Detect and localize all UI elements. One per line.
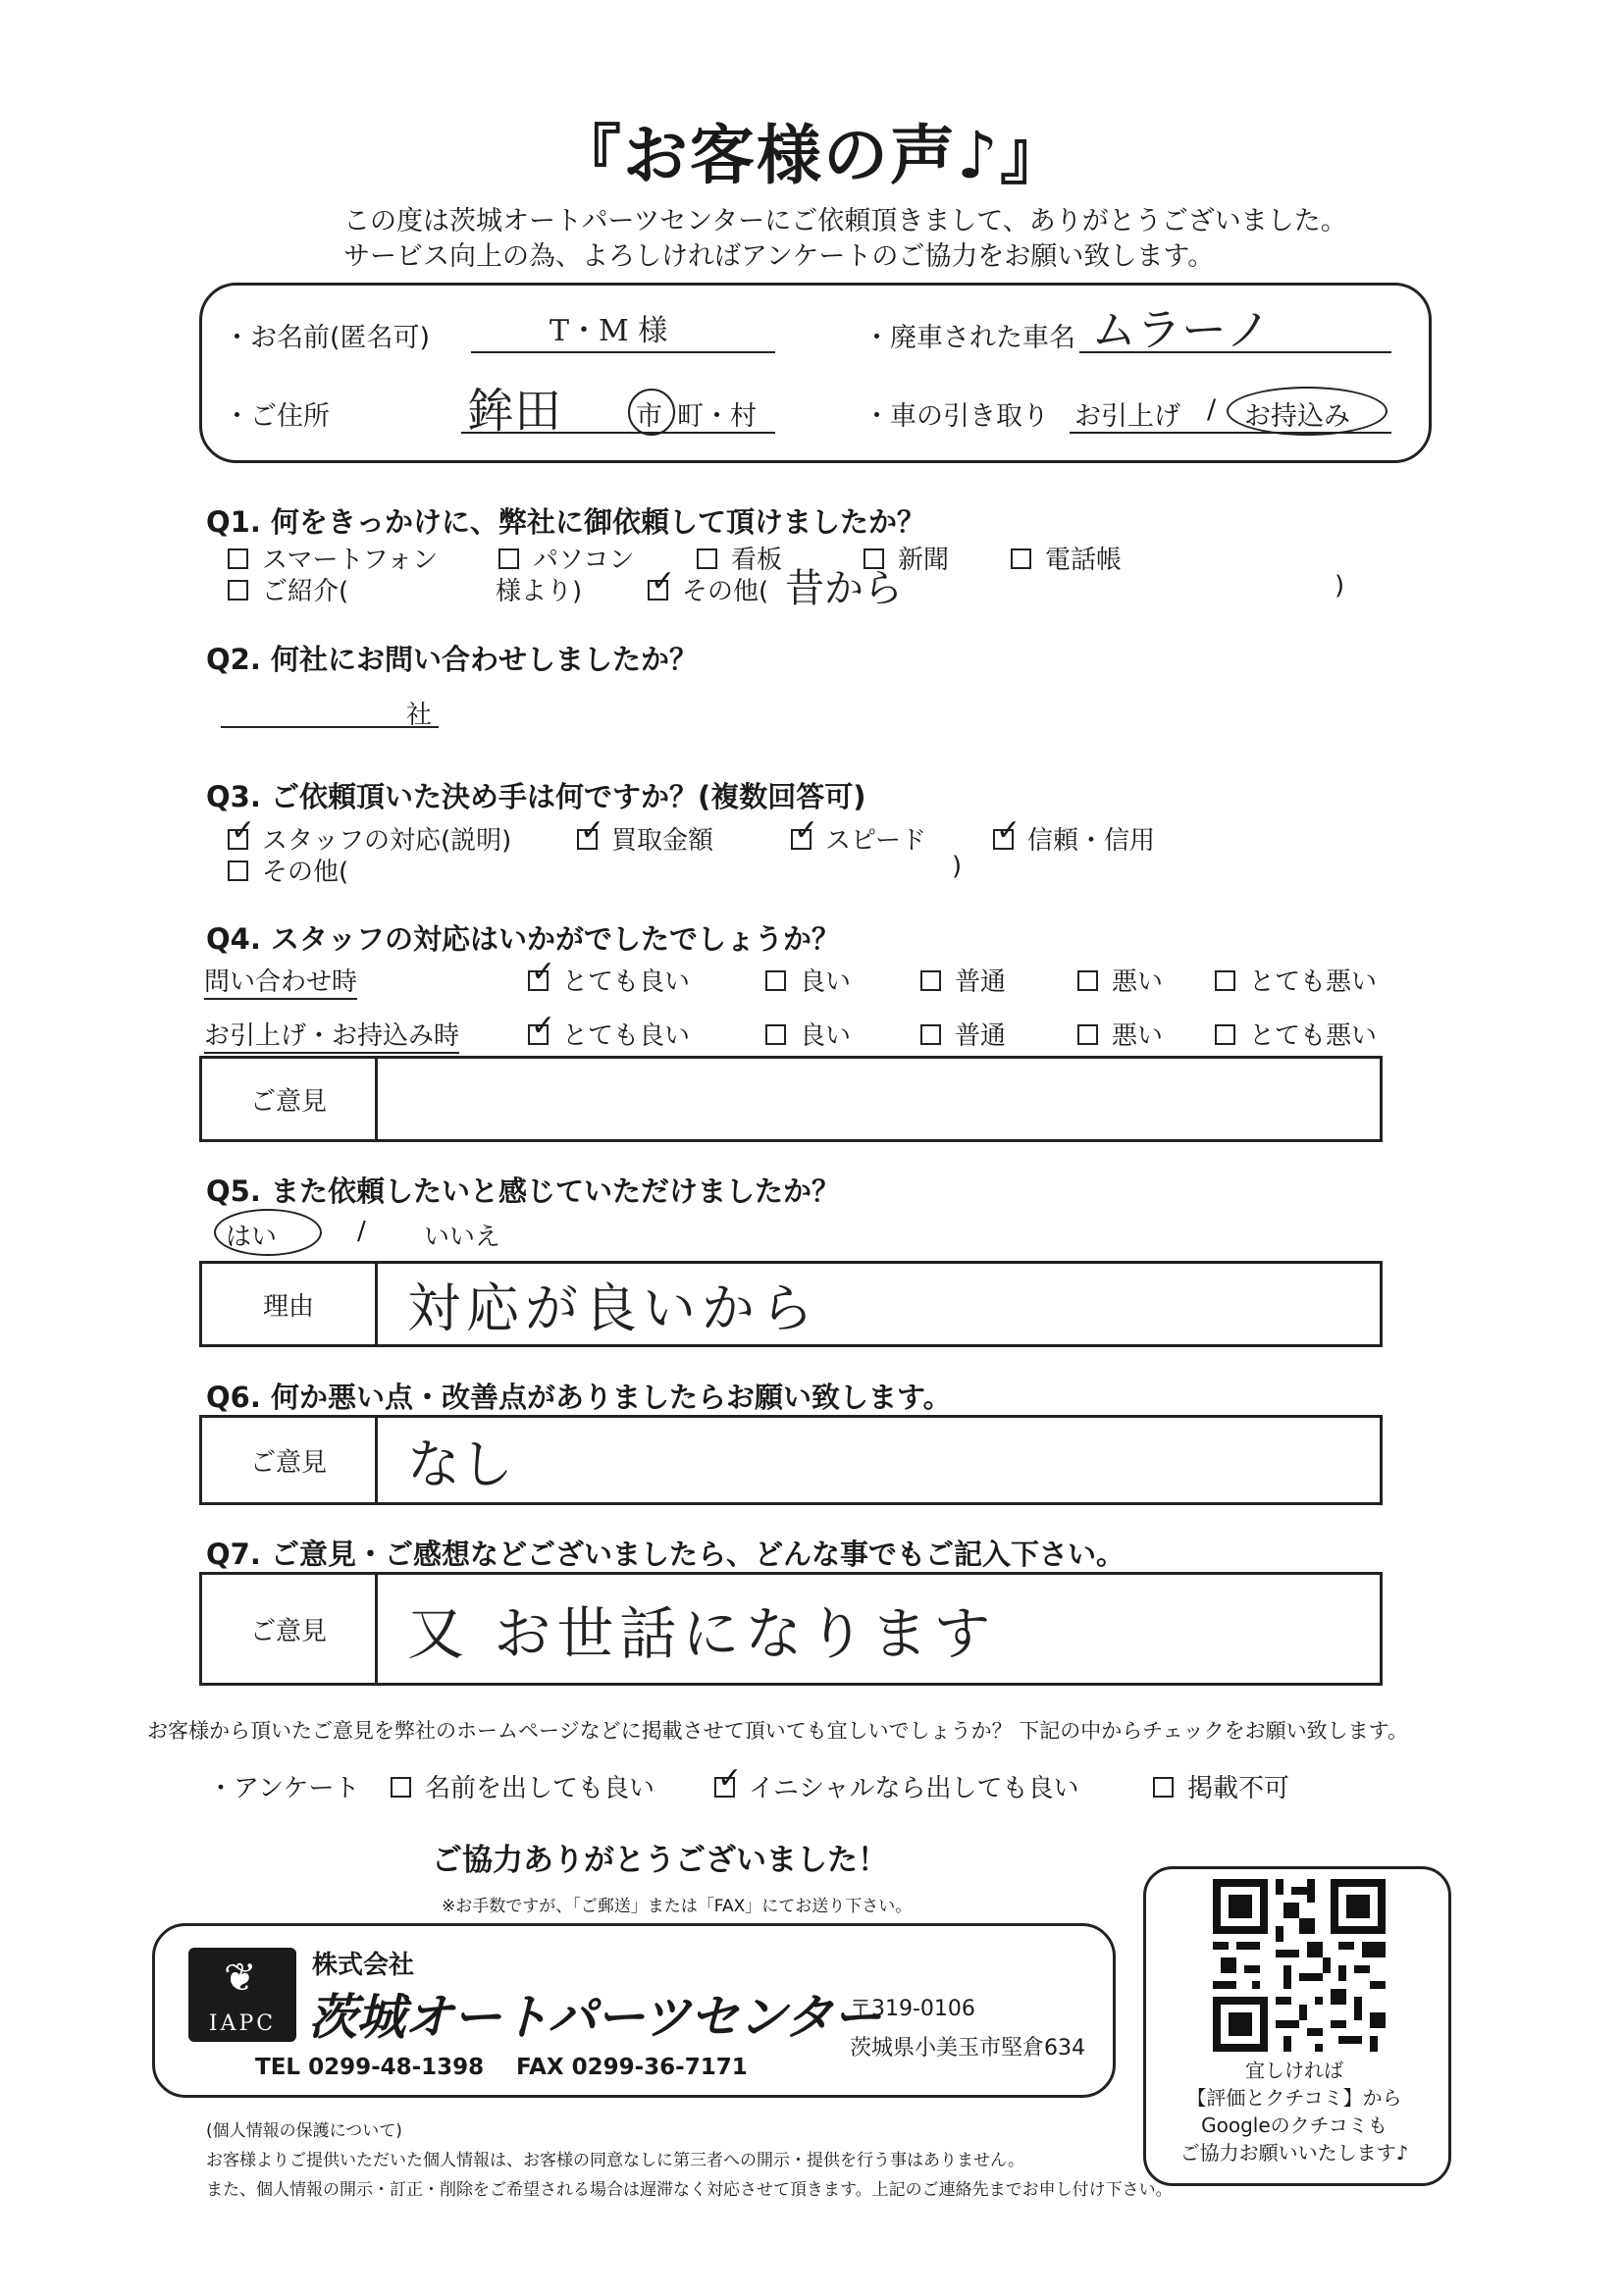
qr-caption-line-3: Googleのクチコミも bbox=[1201, 2113, 1387, 2137]
q6-comment-label: ご意見 bbox=[202, 1418, 378, 1502]
thanks-message: ご協力ありがとうございました！ bbox=[432, 1843, 888, 1878]
pickup-option-1[interactable]: お引上げ bbox=[1074, 401, 1180, 432]
checkbox[interactable] bbox=[391, 1777, 411, 1798]
checkbox[interactable] bbox=[920, 970, 941, 991]
checkbox[interactable] bbox=[697, 548, 717, 569]
privacy-line-2: また、個人情報の開示・訂正・削除をご希望される場合は遅滞なく対応させて頂きます。上記のご連絡先までお申し付け下さい。 bbox=[206, 2180, 1173, 2200]
checkbox[interactable] bbox=[228, 580, 248, 600]
q5-reason-value[interactable]: 対応が良いから bbox=[407, 1277, 819, 1339]
pickup-label: ・車の引き取り bbox=[864, 401, 1049, 432]
q4-row-1-bad[interactable]: 悪い bbox=[1077, 962, 1163, 998]
company-address: 茨城県小美玉市堅倉634 bbox=[850, 2036, 1085, 2061]
logo-text: IAPC bbox=[208, 2011, 277, 2036]
intro-line-1: この度は茨城オートパーツセンターにご依頼頂きまして、ありがとうございました。 bbox=[343, 206, 1347, 236]
q4-comment-box bbox=[199, 1056, 1383, 1142]
q3-question: Q3. ご依頼頂いた決め手は何ですか？(複数回答可) bbox=[206, 780, 866, 813]
publish-option-initials[interactable]: ✓ イニシャルなら出しても良い bbox=[714, 1768, 1078, 1804]
checkbox-checked[interactable] bbox=[993, 829, 1014, 850]
q4-comment-label: ご意見 bbox=[202, 1059, 378, 1139]
pickup-underline bbox=[1070, 432, 1391, 434]
q5-reason-label: 理由 bbox=[202, 1264, 378, 1344]
q1-option-referral[interactable]: ご紹介( bbox=[228, 571, 348, 607]
q4-row-2-bad[interactable]: 悪い bbox=[1077, 1016, 1163, 1052]
q3-option-trust[interactable]: ✓ 信頼・信用 bbox=[993, 820, 1155, 857]
checkbox[interactable] bbox=[1215, 1024, 1235, 1045]
privacy-title: (個人情報の保護について) bbox=[206, 2121, 402, 2141]
q4-row-2-very-bad[interactable]: とても悪い bbox=[1215, 1016, 1377, 1052]
checkbox-checked[interactable] bbox=[528, 970, 549, 991]
checkbox[interactable] bbox=[1077, 1024, 1098, 1045]
qr-caption-line-4: ご協力お願いいたします♪ bbox=[1179, 2141, 1409, 2165]
q1-other-value[interactable]: 昔から bbox=[785, 566, 903, 611]
address-value[interactable]: 鉾田 bbox=[467, 384, 562, 439]
checkbox-checked[interactable] bbox=[228, 829, 248, 850]
address-label: ・ご住所 bbox=[224, 401, 330, 432]
privacy-line-1: お客様よりご提供いただいた個人情報は、お客様の同意なしに第三者への開示・提供を行う事はありません。 bbox=[206, 2151, 1025, 2170]
q4-row-2-very-good[interactable]: ✓ とても良い bbox=[528, 1016, 690, 1052]
checkbox[interactable] bbox=[228, 548, 248, 569]
q6-comment-box bbox=[199, 1415, 1383, 1505]
checkbox[interactable] bbox=[498, 548, 519, 569]
q1-close-paren: ) bbox=[1335, 571, 1345, 600]
company-name: 茨城オートパーツセンター bbox=[308, 1989, 880, 2046]
checkbox[interactable] bbox=[1011, 548, 1031, 569]
q4-row-1-label: 問い合わせ時 bbox=[204, 962, 357, 1000]
q5-yes[interactable]: はい bbox=[226, 1223, 278, 1252]
q1-option-phonebook[interactable]: 電話帳 bbox=[1011, 540, 1122, 576]
publish-note: お客様から頂いたご意見を弊社のホームページなどに掲載させて頂いても宜しいでしょうか？ 下記の中からチェックをお願い致します。 bbox=[147, 1719, 1408, 1743]
name-label: ・お名前(匿名可) bbox=[224, 323, 431, 353]
q3-option-speed[interactable]: ✓ スピード bbox=[791, 820, 926, 857]
q5-question: Q5. また依頼したいと感じていただけましたか？ bbox=[206, 1174, 840, 1208]
q4-row-1-normal[interactable]: 普通 bbox=[920, 962, 1006, 998]
car-value[interactable]: ムラーノ bbox=[1091, 303, 1272, 356]
q6-question: Q6. 何か悪い点・改善点がありましたらお願い致します。 bbox=[206, 1381, 952, 1414]
q1-option-other[interactable]: ✓ その他( bbox=[648, 571, 768, 607]
q1-option-smartphone[interactable]: スマートフォン bbox=[228, 540, 438, 576]
address-suffix-city: 市 bbox=[636, 401, 662, 432]
q5-no[interactable]: いいえ bbox=[424, 1223, 501, 1252]
pickup-option-2[interactable]: お持込み bbox=[1244, 401, 1350, 432]
name-value[interactable]: T・M 様 bbox=[550, 314, 668, 348]
publish-option-none[interactable]: 掲載不可 bbox=[1153, 1768, 1289, 1804]
send-note: ※お手数ですが、「ご郵送」または「FAX」にてお送り下さい。 bbox=[442, 1897, 913, 1916]
q3-option-staff[interactable]: ✓スタッフの対応(説明) bbox=[228, 820, 511, 857]
q1-option-pc[interactable]: パソコン bbox=[498, 540, 634, 576]
q1-option-newspaper[interactable]: 新聞 bbox=[864, 540, 949, 576]
feather-icon: ❦ bbox=[224, 1956, 257, 2001]
company-fax: FAX 0299-36-7171 bbox=[516, 2055, 748, 2080]
checkbox-checked[interactable] bbox=[714, 1777, 735, 1798]
name-underline bbox=[471, 351, 775, 353]
q4-row-2-normal[interactable]: 普通 bbox=[920, 1016, 1006, 1052]
publish-option-name[interactable]: 名前を出しても良い bbox=[391, 1768, 654, 1804]
q5-reason-box bbox=[199, 1261, 1383, 1347]
checkbox-checked[interactable] bbox=[648, 580, 668, 600]
q4-row-2-label: お引上げ・お持込み時 bbox=[204, 1016, 459, 1054]
q4-row-2-good[interactable]: 良い bbox=[765, 1016, 851, 1052]
checkbox[interactable] bbox=[1077, 970, 1098, 991]
address-suffix-rest: 町・村 bbox=[677, 401, 757, 432]
q7-comment-value[interactable]: 又 お世話になります bbox=[407, 1600, 997, 1667]
company-tel: TEL 0299-48-1398 bbox=[255, 2055, 485, 2080]
q2-question: Q2. 何社にお問い合わせしましたか？ bbox=[206, 643, 698, 676]
q3-option-other[interactable]: その他( bbox=[228, 852, 348, 888]
company-kabushiki: 株式会社 bbox=[312, 1951, 415, 1980]
qr-caption-line-1: 宜しければ bbox=[1245, 2059, 1343, 2082]
checkbox[interactable] bbox=[765, 970, 786, 991]
checkbox-checked[interactable] bbox=[577, 829, 598, 850]
q7-question: Q7. ご意見・ご感想などございましたら、どんな事でもご記入下さい。 bbox=[206, 1538, 1125, 1571]
checkbox[interactable] bbox=[1215, 970, 1235, 991]
q5-separator: / bbox=[357, 1217, 366, 1246]
q2-suffix: 社 bbox=[406, 701, 433, 730]
checkbox[interactable] bbox=[765, 1024, 786, 1045]
q3-close-paren: ) bbox=[952, 852, 963, 881]
checkbox-checked[interactable] bbox=[791, 829, 812, 850]
car-label: ・廃車された車名 bbox=[864, 323, 1075, 353]
company-logo bbox=[188, 1948, 296, 2042]
qr-code-icon[interactable] bbox=[1213, 1879, 1386, 2052]
q4-row-1-very-bad[interactable]: とても悪い bbox=[1215, 962, 1377, 998]
q4-comment-value[interactable] bbox=[378, 1059, 1380, 1139]
q4-row-1-good[interactable]: 良い bbox=[765, 962, 851, 998]
checkbox[interactable] bbox=[920, 1024, 941, 1045]
q7-comment-label: ご意見 bbox=[202, 1575, 378, 1683]
checkbox[interactable] bbox=[1153, 1777, 1174, 1798]
qr-caption-line-2: 【評価とクチコミ】から bbox=[1186, 2086, 1402, 2110]
page-title: 『お客様の声♪』 bbox=[555, 118, 1068, 193]
q1-referral-suffix: 様より) bbox=[496, 577, 583, 606]
q3-option-price[interactable]: ✓ 買取金額 bbox=[577, 820, 713, 857]
pickup-separator: / bbox=[1207, 394, 1217, 425]
q7-comment-box bbox=[199, 1572, 1383, 1686]
q4-row-1-very-good[interactable]: ✓ とても良い bbox=[528, 962, 690, 998]
qr-caption bbox=[1143, 2057, 1445, 2166]
intro-line-2: サービス向上の為、よろしければアンケートのご協力をお願い致します。 bbox=[343, 241, 1215, 272]
checkbox[interactable] bbox=[228, 861, 248, 881]
q4-question: Q4. スタッフの対応はいかがでしたでしょうか？ bbox=[206, 922, 840, 956]
q6-comment-value[interactable]: なし bbox=[407, 1433, 513, 1495]
q1-option-signboard[interactable]: 看板 bbox=[697, 540, 782, 576]
q1-question: Q1. 何をきっかけに、弊社に御依頼して頂けましたか？ bbox=[206, 505, 925, 539]
checkbox-checked[interactable] bbox=[528, 1024, 549, 1045]
publish-label: ・アンケート bbox=[208, 1774, 360, 1803]
company-postal: 〒319-0106 bbox=[850, 1997, 975, 2021]
